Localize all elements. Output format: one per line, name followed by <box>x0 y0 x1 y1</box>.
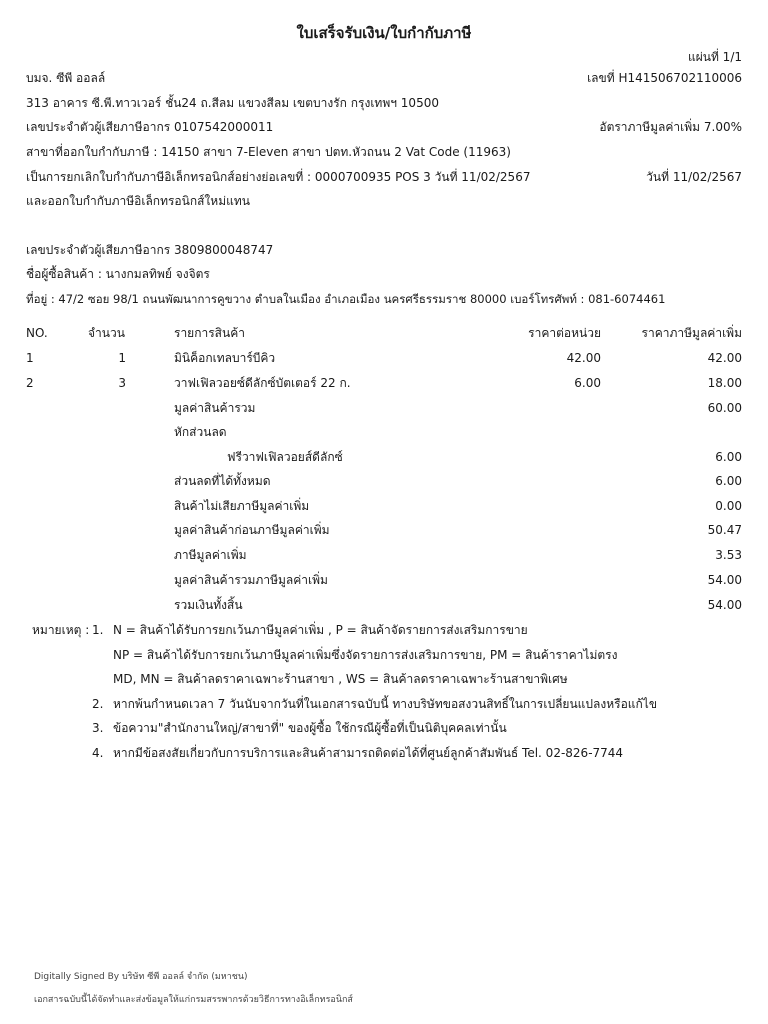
document-number: เลขที่ H141506702110006 <box>587 71 742 85</box>
incl-vat-value: 54.00 <box>707 573 742 587</box>
col-header-qty: จำนวน <box>88 326 125 340</box>
grand-total-label: รวมเงินทั้งสิ้น <box>174 598 243 612</box>
vat-label: ภาษีมูลค่าเพิ่ม <box>174 548 247 562</box>
row-qty: 3 <box>118 376 126 390</box>
remark-number: 2. <box>92 697 104 711</box>
subtotal-label: มูลค่าสินค้ารวม <box>174 401 256 415</box>
remark-number: 1. <box>92 623 104 637</box>
col-header-unit-price: ราคาต่อหน่วย <box>528 326 601 340</box>
non-vat-label: สินค้าไม่เสียภาษีมูลค่าเพิ่ม <box>174 499 310 513</box>
remark-1b: NP = สินค้าได้รับการยกเว้นภาษีมูลค่าเพิ่มซึ่งจัดรายการส่งเสริมการขาย, PM = สินค้าราคาไม่ตรง <box>113 648 618 662</box>
row-unit-price: 42.00 <box>566 351 601 365</box>
remark-1a: N = สินค้าได้รับการยกเว้นภาษีมูลค่าเพิ่ม , P = สินค้าจัดรายการส่งเสริมการขาย <box>113 623 528 637</box>
row-no: 2 <box>26 376 34 390</box>
before-vat-label: มูลค่าสินค้าก่อนภาษีมูลค่าเพิ่ม <box>174 523 330 537</box>
subtotal-value: 60.00 <box>707 401 742 415</box>
discount-label: หักส่วนลด <box>174 425 227 439</box>
free-item-value: 6.00 <box>715 450 742 464</box>
reissue-note: และออกใบกำกับภาษีอิเล็กทรอนิกส์ใหม่แทน <box>26 194 250 208</box>
remark-3: ข้อความ"สำนักงานใหญ่/สาขาที่" ของผู้ซื้อ ใช้กรณีผู้ซื้อที่เป็นนิติบุคคลเท่านั้น <box>113 721 507 735</box>
sheet-number: แผ่นที่ 1/1 <box>687 50 742 64</box>
cancel-note: เป็นการยกเลิกใบกำกับภาษีอิเล็กทรอนิกส์อย่างย่อเลขที่ : 0000700935 POS 3 วันที่ 11/02/2567 <box>26 170 531 184</box>
buyer-name: ชื่อผู้ซื้อสินค้า : นางกมลทิพย์ จงจิตร <box>26 267 210 281</box>
seller-address: 313 อาคาร ซี.พี.ทาวเวอร์ ชั้น24 ถ.สีลม แขวงสีลม เขตบางรัก กรุงเทพฯ 10500 <box>26 96 439 110</box>
col-header-amount: ราคาภาษีมูลค่าเพิ่ม <box>641 326 742 340</box>
vat-value: 3.53 <box>715 548 742 562</box>
total-discount-label: ส่วนลดที่ได้ทั้งหมด <box>174 474 271 488</box>
remarks-label: หมายเหตุ : <box>32 623 90 637</box>
digital-signature-note: Digitally Signed By บริษัท ซีพี ออลล์ จำกัด (มหาชน) <box>34 972 248 982</box>
seller-tax-id: เลขประจำตัวผู้เสียภาษีอากร 0107542000011 <box>26 120 274 134</box>
remark-1c: MD, MN = สินค้าลดราคาเฉพาะร้านสาขา , WS = สินค้าลดราคาเฉพาะร้านสาขาพิเศษ <box>113 672 568 686</box>
seller-name: บมจ. ซีพี ออลล์ <box>26 71 106 85</box>
document-title: ใบเสร็จรับเงิน/ใบกำกับภาษี <box>296 24 472 42</box>
row-amount: 18.00 <box>707 376 742 390</box>
remark-4: หากมีข้อสงสัยเกี่ยวกับการบริการและสินค้าสามารถติดต่อได้ที่ศูนย์ลูกค้าสัมพันธ์ Tel. 02-826-7744 <box>113 746 624 760</box>
non-vat-value: 0.00 <box>715 499 742 513</box>
e-tax-note: เอกสารฉบับนี้ได้จัดทำและส่งข้อมูลให้แก่กรมสรรพากรด้วยวิธีการทางอิเล็กทรอนิกส์ <box>34 995 353 1005</box>
before-vat-value: 50.47 <box>707 523 742 537</box>
remark-number: 4. <box>92 746 104 760</box>
vat-rate: อัตราภาษีมูลค่าเพิ่ม 7.00% <box>599 120 742 134</box>
incl-vat-label: มูลค่าสินค้ารวมภาษีมูลค่าเพิ่ม <box>174 573 328 587</box>
grand-total-value: 54.00 <box>707 598 742 612</box>
row-amount: 42.00 <box>707 351 742 365</box>
row-item: วาฟเฟิลวอยซ์ดีลักซ์บัตเตอร์ 22 ก. <box>174 376 351 390</box>
remark-2: หากพ้นกำหนดเวลา 7 วันนับจากวันที่ในเอกสารฉบับนี้ ทางบริษัทขอสงวนสิทธิ์ในการเปลี่ยนแปลงหรือแก้ไข <box>113 697 658 711</box>
row-qty: 1 <box>118 351 126 365</box>
col-header-no: NO. <box>26 326 48 340</box>
col-header-item: รายการสินค้า <box>174 326 245 340</box>
free-item-label: ฟรีวาฟเฟิลวอยส์ดีลักซ์ <box>227 450 343 464</box>
total-discount-value: 6.00 <box>715 474 742 488</box>
remark-number: 3. <box>92 721 104 735</box>
row-no: 1 <box>26 351 34 365</box>
buyer-address: ที่อยู่ : 47/2 ซอย 98/1 ถนนพัฒนาการคูขวาง ตำบลในเมือง อำเภอเมือง นครศรีธรรมราช 80000 เบอร์โทรศัพท์ : 081-6074461 <box>26 292 666 306</box>
row-item: มินิค็อกเทลบาร์บีคิว <box>174 351 276 365</box>
row-unit-price: 6.00 <box>574 376 601 390</box>
buyer-tax-id: เลขประจำตัวผู้เสียภาษีอากร 3809800048747 <box>26 243 274 257</box>
document-date: วันที่ 11/02/2567 <box>646 170 742 184</box>
issuing-branch: สาขาที่ออกใบกำกับภาษี : 14150 สาขา 7-Eleven สาขา ปตท.หัวถนน 2 Vat Code (11963) <box>26 145 511 159</box>
